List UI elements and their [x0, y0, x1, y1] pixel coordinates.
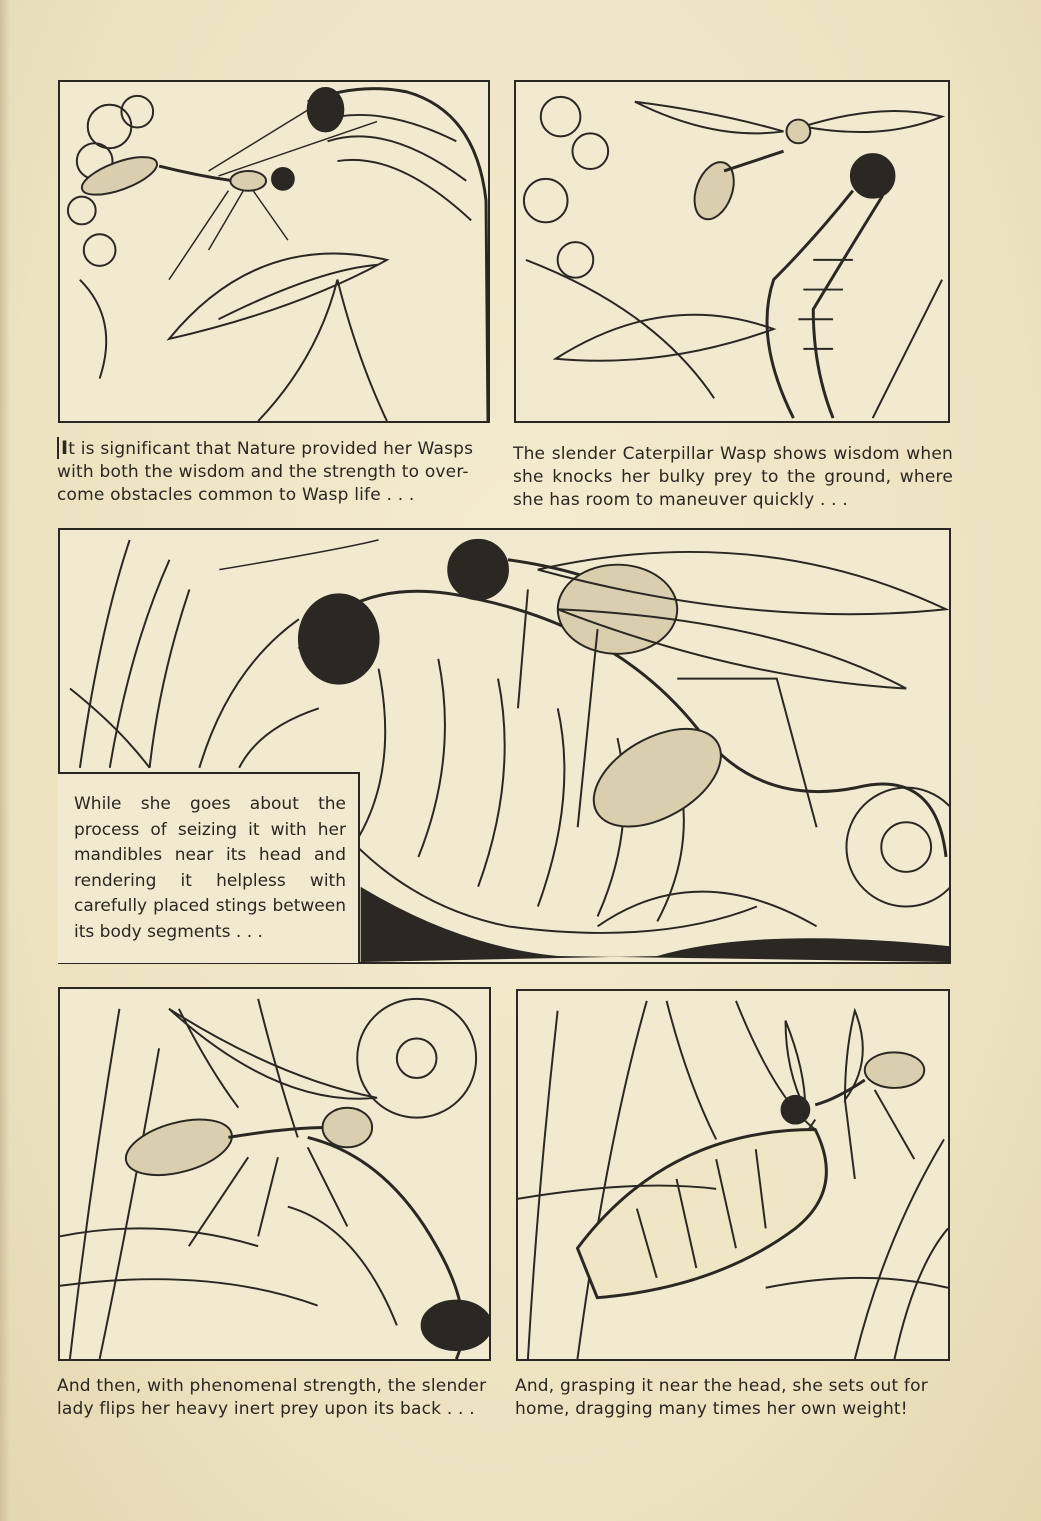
panel-2-caption: The slender Caterpillar Wasp shows wisdom when she knocks her bulky prey to the ground, where she has room to maneuver quickly . . . — [513, 444, 953, 510]
wasp-approaching-caterpillar-icon — [60, 82, 488, 421]
panel-3-caption: While she goes about the process of seizing it with her mandibles near its head and rendering it helpless with carefully placed stings between its body segments . . . — [74, 794, 346, 942]
wasp-flipping-prey-icon — [60, 989, 489, 1359]
page-spine-shadow — [0, 0, 10, 1521]
wasp-knocking-caterpillar-icon — [516, 82, 948, 421]
panel-1-caption-text: t is significant that Nature provided her Wasps with both the wisdom and the strength to over-come obstacles common to Wasp life . . . — [57, 439, 474, 505]
panel-5-caption: And, grasping it near the head, she sets out for home, dragging many times her own weight! — [515, 1376, 928, 1419]
wasp-dragging-prey-icon — [518, 991, 948, 1359]
panel-3-caption-box — [58, 772, 360, 963]
panel-4 — [58, 987, 491, 1361]
drop-cap: I — [57, 437, 68, 459]
panel-5 — [516, 989, 950, 1361]
panel-1 — [58, 80, 490, 423]
panel-2 — [514, 80, 950, 423]
panel-1-caption — [57, 437, 493, 507]
panel-4-caption: And then, with phenomenal strength, the slender lady flips her heavy inert prey upon its back . . . — [57, 1376, 487, 1419]
